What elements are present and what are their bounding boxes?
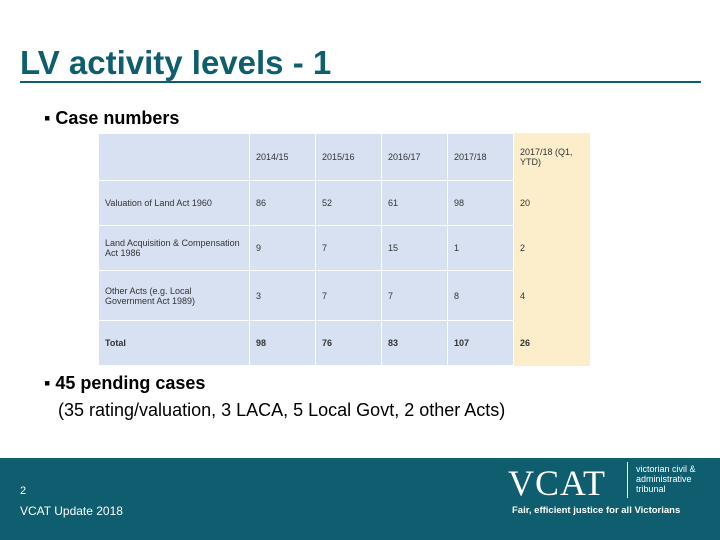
cell: 4 — [514, 271, 590, 321]
cell: 3 — [250, 271, 316, 321]
logo-divider — [627, 462, 628, 498]
cell: 9 — [250, 226, 316, 271]
row-label: Total — [99, 321, 250, 366]
row-label: Other Acts (e.g. Local Government Act 1989) — [99, 271, 250, 321]
footer-text: VCAT Update 2018 — [20, 504, 123, 518]
title-rule — [20, 81, 701, 83]
case-numbers-table — [98, 133, 590, 366]
footer — [0, 458, 720, 540]
table-total-row — [99, 321, 590, 366]
pending-cases-detail: (35 rating/valuation, 3 LACA, 5 Local Govt, 2 other Acts) — [58, 400, 506, 420]
cell: 83 — [382, 321, 448, 366]
cell: 98 — [448, 181, 514, 226]
header-cell: 2014/15 — [250, 134, 316, 181]
table-row — [99, 271, 590, 321]
header-cell — [99, 134, 250, 181]
bullet-case-numbers: ▪ Case numbers — [44, 108, 180, 128]
cell: 26 — [514, 321, 590, 366]
header-cell: 2016/17 — [382, 134, 448, 181]
cell: 86 — [250, 181, 316, 226]
table-row — [99, 226, 590, 271]
cell: 20 — [514, 181, 590, 226]
cell: 1 — [448, 226, 514, 271]
logo-tagline: victorian civil & administrative tribunal — [636, 464, 696, 494]
slide-title: LV activity levels - 1 — [20, 44, 332, 81]
cell: 8 — [448, 271, 514, 321]
cell: 52 — [316, 181, 382, 226]
table-row — [99, 181, 590, 226]
cell: 107 — [448, 321, 514, 366]
bullet-pending-cases: ▪ 45 pending cases — [44, 373, 206, 393]
row-label: Valuation of Land Act 1960 — [99, 181, 250, 226]
slogan: Fair, efficient justice for all Victorians — [512, 505, 681, 516]
cell: 76 — [316, 321, 382, 366]
header-cell: 2015/16 — [316, 134, 382, 181]
row-label: Land Acquisition & Compensation Act 1986 — [99, 226, 250, 271]
table-header-row — [99, 134, 590, 181]
cell: 98 — [250, 321, 316, 366]
cell: 7 — [316, 271, 382, 321]
cell: 7 — [316, 226, 382, 271]
header-cell: 2017/18 (Q1, YTD) — [514, 134, 590, 181]
cell: 61 — [382, 181, 448, 226]
header-cell: 2017/18 — [448, 134, 514, 181]
cell: 7 — [382, 271, 448, 321]
cell: 2 — [514, 226, 590, 271]
cell: 15 — [382, 226, 448, 271]
vcat-logo: VCAT — [508, 463, 607, 503]
page-number: 2 — [20, 485, 27, 497]
